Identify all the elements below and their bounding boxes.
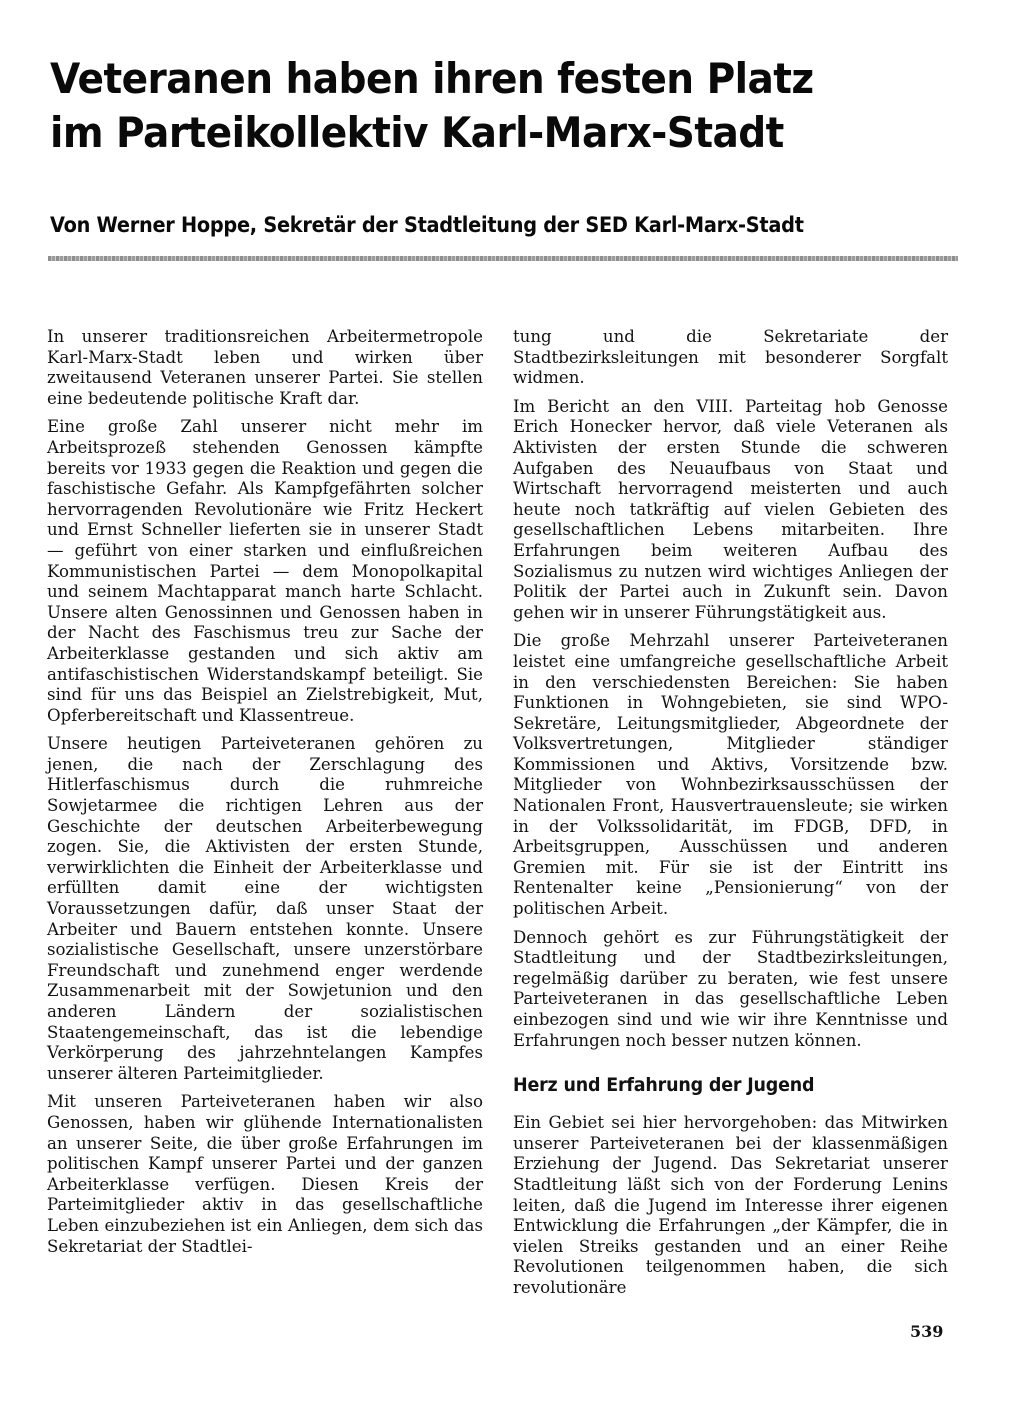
left-paragraph-1: In unserer traditionsreichen Arbeitermetropole Karl-Marx-Stadt leben und wirken über zweitausend Veteranen unserer Partei. Sie stellen eine bedeutende politische Kraft dar. (47, 327, 483, 408)
article-title (50, 52, 906, 160)
decorative-rule (48, 256, 958, 261)
right-paragraph-2: Im Bericht an den VIII. Parteitag hob Genosse Erich Honecker hervor, daß viele Veteranen als Aktivisten der ersten Stunde die schweren Aufgaben des Neuaufbaus von Staat und Wirtschaft hervorragend meisterten und auch heute noch tatkräftig auf vielen Gebieten des gesellschaftlichen Lebens mitarbeiten. Ihre Erfahrungen beim weiteren Aufbau des Sozialismus zu nutzen wird wichtiges Anliegen der Politik der Partei auch in Zukunft sein. Davon gehen wir in unserer Führungstätigkeit aus. (513, 396, 948, 622)
left-paragraph-3: Unsere heutigen Parteiveteranen gehören zu jenen, die nach der Zerschlagung des Hitlerfaschismus durch die ruhmreiche Sowjetarmee die richtigen Lehren aus der Geschichte der deutschen Arbeiterbewegung zogen. Sie, die Aktivisten der ersten Stunde, verwirklichten die Einheit der Arbeiterklasse und erfüllten damit eine der wichtigsten Voraussetzungen dafür, daß unser Staat der Arbeiter und Bauern entstehen konnte. Unsere sozialistische Gesellschaft, unsere unzerstörbare Freundschaft und zunehmend enger werdende Zusammenarbeit mit der Sowjetunion und den anderen Ländern der sozialistischen Staatengemeinschaft, das ist die lebendige Verkörperung des jahrzehntelangen Kampfes unserer älteren Parteimitglieder. (47, 734, 483, 1083)
right-paragraph-1: tung und die Sekretariate der Stadtbezirksleitungen mit besonderer Sorgfalt widmen. (513, 327, 948, 388)
section-subheading: Herz und Erfahrung der Jugend (513, 1074, 815, 1097)
left-paragraph-4: Mit unseren Parteiveteranen haben wir also Genossen, haben wir glühende Internationalisten an unserer Seite, die über große Erfahrungen im politischen Kampf unserer Partei und der ganzen Arbeiterklasse verfügen. Diesen Kreis der Parteimitglieder aktiv in das gesellschaftliche Leben einzubeziehen ist ein Anliegen, dem sich das Sekretariat der Stadtlei- (47, 1092, 483, 1256)
right-paragraph-5: Ein Gebiet sei hier hervorgehoben: das Mitwirken unserer Parteiveteranen bei der klassenmäßigen Erziehung der Jugend. Das Sekretariat unserer Stadtleitung läßt sich von der Forderung Lenins leiten, daß die Jugend im Interesse ihrer eigenen Entwicklung die Erfahrungen „der Kämpfer, die in vielen Streiks gestanden und an einer Reihe Revolutionen teilgenommen haben, die sich revolutionäre (513, 1113, 948, 1297)
article-byline: Von Werner Hoppe, Sekretär der Stadtleitung der SED Karl-Marx-Stadt (50, 213, 804, 237)
article-title-line-2: im Parteikollektiv Karl-Marx-Stadt (50, 107, 784, 157)
left-column (47, 327, 483, 1265)
right-paragraph-3: Die große Mehrzahl unserer Parteiveteranen leistet eine umfangreiche gesellschaftliche Arbeit in den verschiedensten Bereichen: Sie haben Funktionen in Wohngebieten, sie sind WPO-Sekretäre, Leitungsmitglieder, Abgeordnete der Volksvertretungen, Mitglieder ständiger Kommissionen und Aktivs, Vorsitzende bzw. Mitglieder von Wohnbezirksausschüssen der Nationalen Front, Hausvertrauensleute; sie wirken in der Volkssolidarität, im FDGB, DFD, in Arbeitsgruppen, Ausschüssen und anderen Gremien mit. Für sie ist der Eintritt ins Rentenalter keine „Pensionierung“ von der politischen Arbeit. (513, 631, 948, 919)
page-number: 539 (910, 1322, 944, 1341)
article-title-line-1: Veteranen haben ihren festen Platz (50, 54, 814, 103)
left-paragraph-2: Eine große Zahl unserer nicht mehr im Arbeitsprozeß stehenden Genossen kämpfte bereits vor 1933 gegen die Reaktion und gegen die faschistische Gefahr. Als Kampfgefährten solcher hervorragenden Revolutionäre wie Fritz Heckert und Ernst Schneller lieferten sie in unserer Stadt — geführt von einer starken und einflußreichen Kommunistischen Partei — dem Monopolkapital und seinem Machtapparat manch harte Schlacht. Unsere alten Genossinnen und Genossen haben in der Nacht des Faschismus treu zur Sache der Arbeiterklasse gestanden und sich aktiv am antifaschistischen Widerstandskampf beteiligt. Sie sind für uns das Beispiel an Zielstrebigkeit, Mut, Opferbereitschaft und Klassentreue. (47, 417, 483, 725)
right-column (513, 327, 948, 1307)
right-paragraph-4: Dennoch gehört es zur Führungstätigkeit der Stadtleitung und der Stadtbezirksleitungen, regelmäßig darüber zu beraten, wie fest unsere Parteiveteranen in das gesellschaftliche Leben einbezogen sind und wie wir ihre Kenntnisse und Erfahrungen noch besser nutzen können. (513, 927, 948, 1050)
